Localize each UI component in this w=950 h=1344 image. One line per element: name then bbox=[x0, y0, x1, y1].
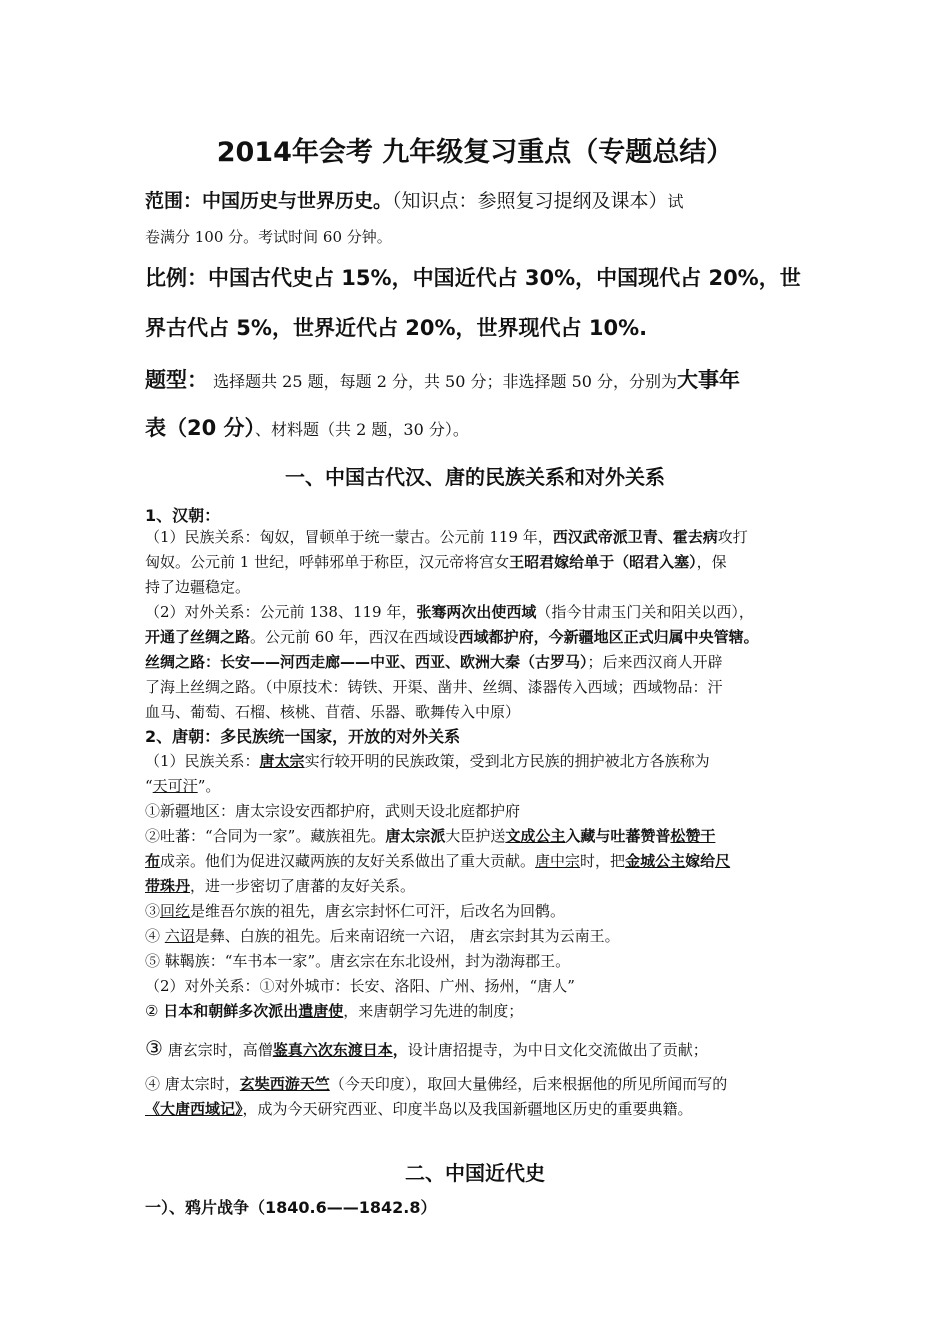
text-bold-underline: 唐太宗 bbox=[259, 752, 305, 770]
scope-tail: 试 bbox=[667, 192, 684, 211]
text: 唐玄宗时，高僧 bbox=[162, 1041, 273, 1059]
text: （1）民族关系： bbox=[145, 752, 260, 770]
text: 实行较开明的民族政策，受到北方民族的拥护被北方各族称为 bbox=[304, 752, 710, 770]
text: ③ bbox=[145, 902, 161, 920]
types-line-1 bbox=[145, 364, 740, 394]
text-bold: 唐太宗派 bbox=[385, 827, 446, 845]
types-text: 选择题共 25 题，每题 2 分，共 50 分；非选择题 50 分，分别为 bbox=[208, 372, 678, 391]
text-bold-underline: 鉴真六次东渡日本 bbox=[272, 1041, 393, 1059]
text-bold-underline: 文成公主 bbox=[505, 827, 566, 845]
text: ② bbox=[145, 1002, 164, 1020]
text: （1）民族关系：匈奴，冒顿单于统一蒙古。公元前 119 年， bbox=[145, 528, 553, 546]
types-big-2: 表（20 分） bbox=[145, 416, 256, 440]
text-bold-underline: 布 bbox=[145, 852, 161, 870]
tang-xuanzang-line2 bbox=[145, 1098, 693, 1119]
text: ④ 唐太宗时， bbox=[145, 1075, 240, 1093]
text-underline: 回纥 bbox=[160, 902, 191, 920]
tang-tubo-line2 bbox=[145, 850, 730, 871]
text: 攻打 bbox=[717, 528, 748, 546]
text: “ bbox=[145, 777, 153, 795]
text: ；后来西汉商人开辟 bbox=[587, 653, 723, 671]
scope-note: （知识点：参照复习提纲及课本） bbox=[392, 190, 668, 212]
text-underline: 天可汗 bbox=[152, 777, 198, 795]
text: ，进一步密切了唐蕃的友好关系。 bbox=[190, 877, 416, 895]
text-bold-underline: 《大唐西域记》 bbox=[145, 1100, 243, 1118]
text: 设计唐招提寺，为中日文化交流做出了贡献； bbox=[407, 1041, 708, 1059]
tang-foreign-cities: （2）对外关系：①对外城市：长安、洛阳、广州、扬州，“唐人” bbox=[145, 977, 575, 995]
han-p2-line1 bbox=[145, 601, 754, 622]
text-bold: 开通了丝绸之路 bbox=[145, 628, 251, 646]
text-bold: 张骞两次出使西域 bbox=[416, 603, 537, 621]
section-2-heading: 二、中国近代史 bbox=[405, 1161, 545, 1185]
han-p1-line1 bbox=[145, 526, 748, 547]
text-bold: 西汉武帝派卫青、霍去病 bbox=[552, 528, 718, 546]
tang-p1-line2 bbox=[145, 775, 220, 796]
text-bold-underline: 松赞干 bbox=[670, 827, 716, 845]
text: ④ bbox=[145, 927, 165, 945]
han-p2-line4: 了海上丝绸之路。（中原技术：铸铁、开渠、凿井、丝绸、漆器传入西域；西域物品：汗 bbox=[145, 678, 723, 696]
han-p2-line5: 血马、葡萄、石榴、核桃、苜蓿、乐器、歌舞传入中原） bbox=[145, 703, 521, 721]
scope-line-2: 卷满分 100 分。考试时间 60 分钟。 bbox=[145, 228, 392, 246]
text-bold-underline: 金城公主 bbox=[625, 852, 686, 870]
opium-war-heading: 一）、鸦片战争（1840.6——1842.8） bbox=[145, 1198, 437, 1217]
han-p2-line3 bbox=[145, 651, 723, 672]
text: ，成为今天研究西亚、印度半岛以及我国新疆地区历史的重要典籍。 bbox=[242, 1100, 693, 1118]
tang-xuanzang-line1 bbox=[145, 1073, 727, 1094]
text: 是彝、白族的祖先。后来南诏统一六诏， 唐玄宗封其为云南王。 bbox=[194, 927, 620, 945]
text-bold-underline: 遣唐使 bbox=[298, 1002, 344, 1020]
text-bold: 西域都护府，今新疆地区正式归属中央管辖。 bbox=[458, 628, 759, 646]
tang-tubo-line3 bbox=[145, 875, 415, 896]
text: （指今甘肃玉门关和阳关以西）， bbox=[536, 603, 754, 621]
text: 大臣护送 bbox=[445, 827, 506, 845]
ratio-line-1: 比例：中国古代史占 15%，中国近代占 30%，中国现代占 20%，世 bbox=[145, 266, 801, 290]
types-big-1: 大事年 bbox=[677, 368, 741, 392]
text: （今天印度），取回大量佛经，后来根据他的所见所闻而写的 bbox=[329, 1075, 728, 1093]
text: ”。 bbox=[197, 777, 221, 795]
tang-p1-line1 bbox=[145, 750, 710, 771]
section-1-heading: 一、中国古代汉、唐的民族关系和对外关系 bbox=[285, 465, 665, 489]
han-p1-line2 bbox=[145, 551, 727, 572]
text-bold: 王昭君嫁给单于（昭君入塞） bbox=[509, 553, 697, 571]
text: 是维吾尔族的祖先，唐玄宗封怀仁可汗，后改名为回鹘。 bbox=[190, 902, 566, 920]
text: ，来唐朝学习先进的制度； bbox=[343, 1002, 524, 1020]
text: 成亲。他们为促进汉藏两族的友好关系做出了重大贡献。 bbox=[160, 852, 536, 870]
tang-xinjiang: ①新疆地区：唐太宗设安西都护府，武则天设北庭都护府 bbox=[145, 802, 521, 820]
tang-mohe: ⑤ 靺鞨族：“车书本一家”。唐玄宗在东北设州，封为渤海郡王。 bbox=[145, 952, 571, 970]
tang-japan-korea bbox=[145, 1000, 523, 1021]
text: 时，把 bbox=[580, 852, 626, 870]
text-bold-underline: 尺 bbox=[715, 852, 731, 870]
text-bold-underline: 带珠丹 bbox=[145, 877, 191, 895]
types-line-2 bbox=[145, 412, 469, 442]
text-bold: 日本和朝鲜多次派出 bbox=[163, 1002, 299, 1020]
text: 匈奴。公元前 1 世纪，呼韩邪单于称臣，汉元帝将宫女 bbox=[145, 553, 510, 571]
document-title: 2014年会考 九年级复习重点（专题总结） bbox=[216, 137, 734, 168]
han-p1-line3: 持了边疆稳定。 bbox=[145, 578, 251, 596]
han-heading: 1、汉朝： bbox=[145, 506, 221, 525]
types-text-2: 、材料题（共 2 题，30 分）。 bbox=[255, 420, 469, 439]
ratio-line-2: 界古代占 5%，世界近代占 20%，世界现代占 10%. bbox=[145, 316, 648, 340]
text-bold: ， bbox=[392, 1041, 408, 1059]
text: ③ bbox=[145, 1036, 163, 1060]
han-p2-line2 bbox=[145, 626, 759, 647]
text-bold-underline: 玄奘西游天竺 bbox=[239, 1075, 330, 1093]
tang-tubo-line1 bbox=[145, 825, 715, 846]
tang-heading: 2、唐朝：多民族统一国家，开放的对外关系 bbox=[145, 727, 461, 746]
text: ，保 bbox=[696, 553, 727, 571]
text: ②吐蕃：“合同为一家”。藏族祖先。 bbox=[145, 827, 386, 845]
scope-label: 范围：中国历史与世界历史。 bbox=[145, 190, 393, 212]
types-label: 题型： bbox=[145, 368, 208, 392]
scope-line bbox=[145, 186, 684, 213]
text-underline: 唐中宗 bbox=[535, 852, 581, 870]
tang-jianzhen bbox=[145, 1036, 708, 1060]
text: 。公元前 60 年，西汉在西域设 bbox=[250, 628, 459, 646]
text: （2）对外关系：公元前 138、119 年， bbox=[145, 603, 417, 621]
tang-liuzhao bbox=[145, 925, 620, 946]
text-bold: 丝绸之路：长安——河西走廊——中亚、西亚、欧洲大秦（古罗马） bbox=[145, 653, 588, 671]
text-underline: 六诏 bbox=[164, 927, 195, 945]
text-bold: 入藏与吐蕃赞普 bbox=[565, 827, 671, 845]
tang-huihe bbox=[145, 900, 565, 921]
text-bold: 嫁给 bbox=[685, 852, 716, 870]
